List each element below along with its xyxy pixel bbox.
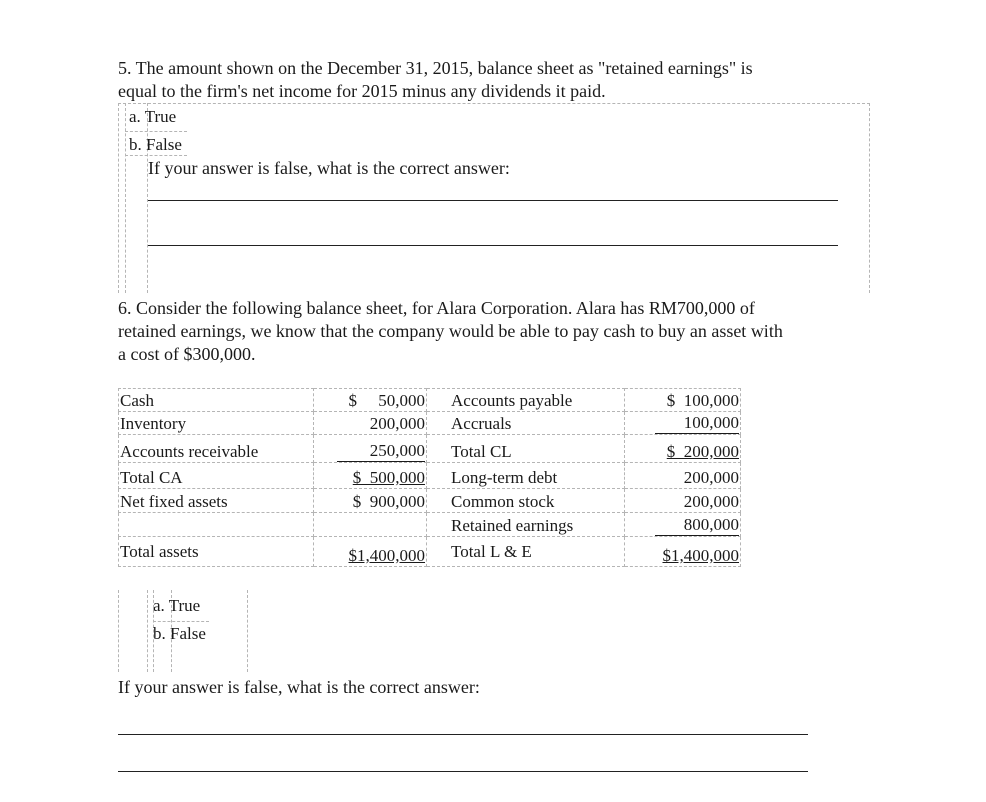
table-row: [119, 412, 741, 435]
table-row: [119, 489, 741, 513]
table-row: [119, 537, 741, 567]
layout-guide: [147, 590, 148, 672]
liability-label: Accruals: [427, 412, 625, 435]
liability-label: Total L & E: [427, 537, 625, 567]
layout-guide: [125, 131, 187, 132]
asset-label: Total CA: [119, 463, 314, 489]
table-row: [119, 513, 741, 537]
q5-option-b[interactable]: b. False: [129, 135, 182, 154]
q5-text-line1: 5. The amount shown on the December 31, 2015, balance sheet as "retained earnings" is: [118, 58, 753, 78]
q6-answer-line-2[interactable]: [118, 771, 808, 772]
asset-label: Accounts receivable: [119, 435, 314, 463]
layout-guide: [118, 103, 119, 293]
liability-label: Common stock: [427, 489, 625, 513]
q5-text-line2: equal to the firm's net income for 2015 minus any dividends it paid.: [118, 81, 606, 101]
layout-guide: [118, 590, 119, 672]
q5-answer-line-2[interactable]: [148, 245, 838, 246]
q5-answer-line-1[interactable]: [148, 200, 838, 201]
asset-label: Cash: [119, 389, 314, 412]
liability-value: 200,000: [625, 489, 741, 513]
liability-label: Accounts payable: [427, 389, 625, 412]
liability-value: $ 200,000: [625, 435, 741, 463]
q5-answer-prompt: If your answer is false, what is the correct answer:: [148, 158, 510, 178]
asset-value: 250,000: [337, 441, 425, 462]
asset-value: [314, 513, 427, 537]
asset-label: Inventory: [119, 412, 314, 435]
q6-answer-prompt: If your answer is false, what is the correct answer:: [118, 677, 480, 697]
layout-guide: [153, 621, 209, 622]
table-row: [119, 463, 741, 489]
table-row: [119, 389, 741, 412]
asset-value: 200,000: [314, 412, 427, 435]
liability-label: Total CL: [427, 435, 625, 463]
q6-text-line2: retained earnings, we know that the company would be able to pay cash to buy an asset with: [118, 321, 783, 341]
asset-value: $ 500,000: [314, 463, 427, 489]
liability-value: 800,000: [655, 515, 739, 536]
asset-value: $ 900,000: [314, 489, 427, 513]
liability-label: Retained earnings: [427, 513, 625, 537]
liability-value: 100,000: [655, 413, 739, 434]
q6-option-a[interactable]: a. True: [153, 596, 201, 615]
q6-text-line3: a cost of $300,000.: [118, 344, 256, 364]
layout-guide: [869, 103, 870, 293]
asset-label: Net fixed assets: [119, 489, 314, 513]
layout-guide: [125, 155, 187, 156]
q6-option-b[interactable]: b. False: [153, 624, 206, 643]
asset-value: $ 50,000: [314, 389, 427, 412]
q6-answer-line-1[interactable]: [118, 734, 808, 735]
asset-value: $1,400,000: [314, 537, 427, 567]
liability-value: 200,000: [625, 463, 741, 489]
layout-guide: [247, 590, 248, 672]
table-row: [119, 435, 741, 463]
q5-option-a[interactable]: a. True: [129, 107, 177, 126]
asset-label: [119, 513, 314, 537]
liability-label: Long-term debt: [427, 463, 625, 489]
balance-sheet-table: [118, 388, 741, 567]
liability-value: $1,400,000: [625, 537, 741, 567]
layout-guide: [118, 103, 870, 104]
asset-label: Total assets: [119, 537, 314, 567]
liability-value: $ 100,000: [625, 389, 741, 412]
q6-text-line1: 6. Consider the following balance sheet, for Alara Corporation. Alara has RM700,000 of: [118, 298, 755, 318]
